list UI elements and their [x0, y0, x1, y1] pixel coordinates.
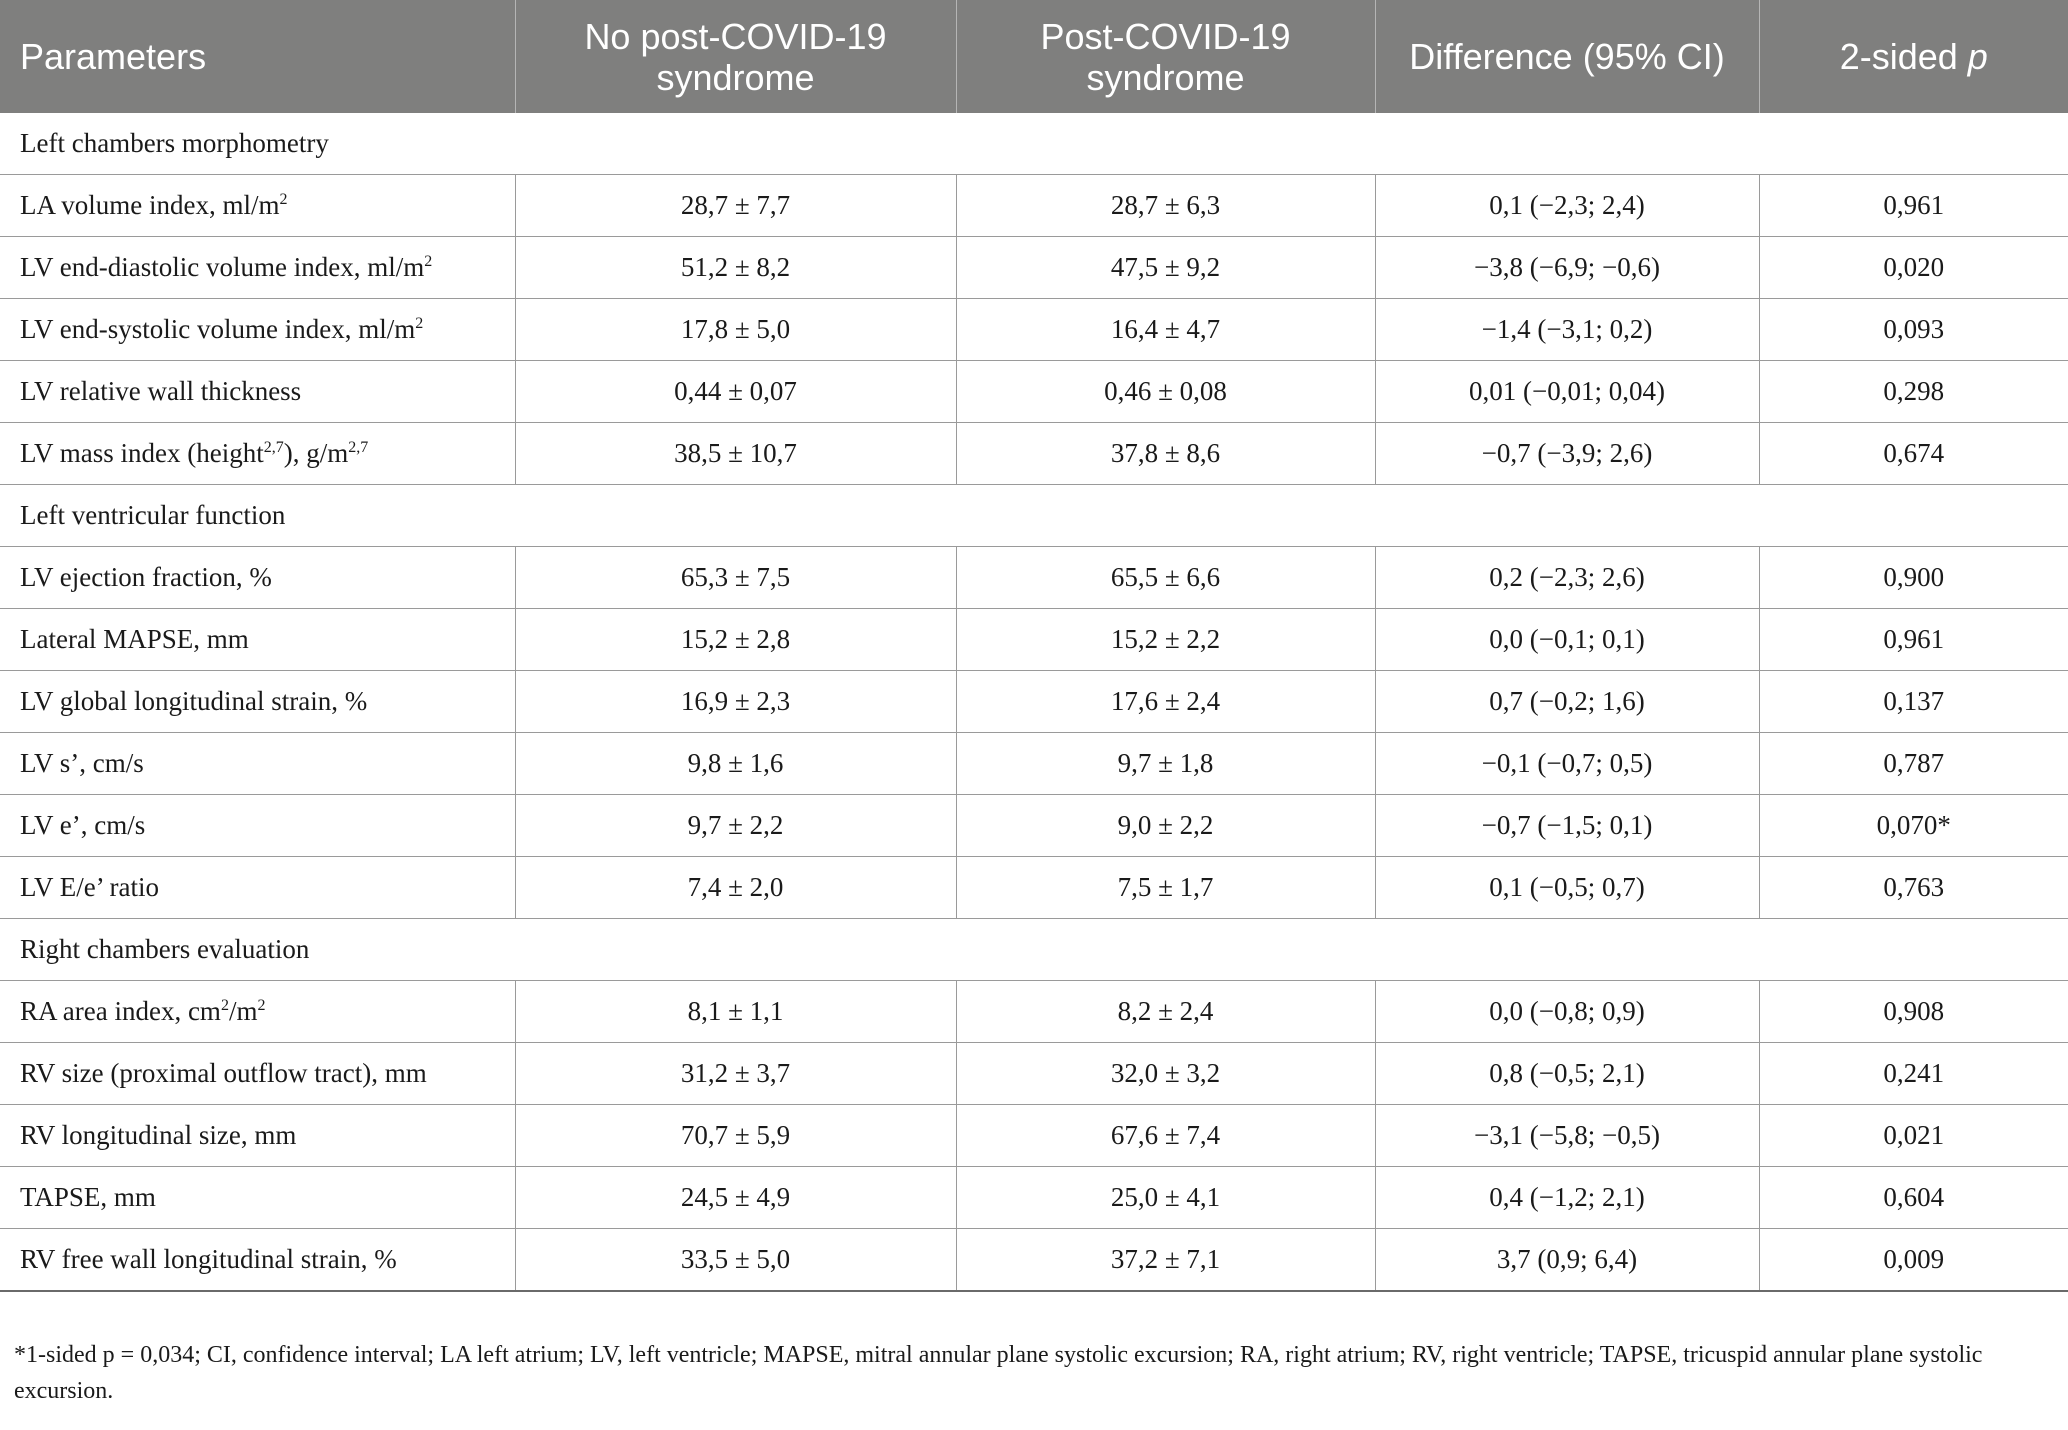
parameter-label: TAPSE, mm: [20, 1182, 156, 1212]
post-covid-value: 9,7 ± 1,8: [956, 733, 1375, 795]
header-row: [0, 0, 2068, 113]
difference-value: 0,1 (−0,5; 0,7): [1375, 857, 1759, 919]
table-row: [0, 1105, 2068, 1167]
post-covid-value: 37,2 ± 7,1: [956, 1229, 1375, 1292]
p-value: 0,093: [1759, 299, 2068, 361]
parameter-cell: [0, 547, 515, 609]
no-post-covid-value: 70,7 ± 5,9: [515, 1105, 956, 1167]
table-row: [0, 299, 2068, 361]
no-post-covid-value: 7,4 ± 2,0: [515, 857, 956, 919]
no-post-covid-value: 8,1 ± 1,1: [515, 981, 956, 1043]
table-row: [0, 857, 2068, 919]
parameter-label: LV s’, cm/s: [20, 748, 144, 778]
parameter-label: LA volume index, ml/m: [20, 190, 280, 220]
header-parameters: Parameters: [0, 0, 515, 113]
post-covid-value: 67,6 ± 7,4: [956, 1105, 1375, 1167]
no-post-covid-value: 38,5 ± 10,7: [515, 423, 956, 485]
no-post-covid-value: 15,2 ± 2,8: [515, 609, 956, 671]
difference-value: 0,01 (−0,01; 0,04): [1375, 361, 1759, 423]
unit-superscript: 2,7: [263, 439, 284, 456]
parameter-label: ), g/m: [283, 438, 349, 468]
table-row: [0, 1043, 2068, 1105]
p-value: 0,298: [1759, 361, 2068, 423]
no-post-covid-value: 0,44 ± 0,07: [515, 361, 956, 423]
no-post-covid-value: 65,3 ± 7,5: [515, 547, 956, 609]
header-p-italic: p: [1967, 36, 1988, 77]
p-value: 0,961: [1759, 175, 2068, 237]
post-covid-value: 28,7 ± 6,3: [956, 175, 1375, 237]
post-covid-value: 15,2 ± 2,2: [956, 609, 1375, 671]
p-value: 0,009: [1759, 1229, 2068, 1292]
table-row: [0, 609, 2068, 671]
no-post-covid-value: 16,9 ± 2,3: [515, 671, 956, 733]
post-covid-value: 17,6 ± 2,4: [956, 671, 1375, 733]
parameter-cell: [0, 795, 515, 857]
no-post-covid-value: 28,7 ± 7,7: [515, 175, 956, 237]
header-difference: Difference (95% CI): [1375, 0, 1759, 113]
no-post-covid-value: 17,8 ± 5,0: [515, 299, 956, 361]
parameter-cell: [0, 981, 515, 1043]
section-row: [0, 919, 2068, 981]
parameter-cell: [0, 671, 515, 733]
parameter-cell: [0, 237, 515, 299]
parameter-label: LV relative wall thickness: [20, 376, 302, 406]
no-post-covid-value: 9,7 ± 2,2: [515, 795, 956, 857]
p-value: 0,900: [1759, 547, 2068, 609]
difference-value: 0,1 (−2,3; 2,4): [1375, 175, 1759, 237]
table-header: [0, 0, 2068, 113]
no-post-covid-value: 33,5 ± 5,0: [515, 1229, 956, 1292]
table-row: [0, 733, 2068, 795]
difference-value: 0,0 (−0,8; 0,9): [1375, 981, 1759, 1043]
parameter-label: LV mass index (height: [20, 438, 264, 468]
header-p-label: 2-sided: [1839, 36, 1958, 77]
parameter-cell: [0, 299, 515, 361]
table-row: [0, 671, 2068, 733]
p-value: 0,763: [1759, 857, 2068, 919]
header-no-post-covid: No post-COVID-19 syndrome: [515, 0, 956, 113]
section-title: Left ventricular function: [0, 485, 2068, 547]
no-post-covid-value: 51,2 ± 8,2: [515, 237, 956, 299]
table-row: [0, 423, 2068, 485]
p-value: 0,908: [1759, 981, 2068, 1043]
post-covid-value: 7,5 ± 1,7: [956, 857, 1375, 919]
post-covid-value: 16,4 ± 4,7: [956, 299, 1375, 361]
section-title: Right chambers evaluation: [0, 919, 2068, 981]
parameter-label: LV end-diastolic volume index, ml/m: [20, 252, 425, 282]
post-covid-value: 65,5 ± 6,6: [956, 547, 1375, 609]
parameter-cell: [0, 733, 515, 795]
p-value: 0,787: [1759, 733, 2068, 795]
table-row: [0, 795, 2068, 857]
section-title: Left chambers morphometry: [0, 113, 2068, 175]
table-body: [0, 113, 2068, 1291]
table-footnote: *1-sided p = 0,034; CI, confidence interval; LA left atrium; LV, left ventricle; MAPSE, mitral annular plane systolic excursion; RA, right atrium; RV, right ventricle; TAPSE, tricuspid annular plane systolic excursion.: [14, 1342, 1983, 1404]
post-covid-value: 8,2 ± 2,4: [956, 981, 1375, 1043]
p-value: 0,961: [1759, 609, 2068, 671]
p-value: 0,241: [1759, 1043, 2068, 1105]
parameter-cell: [0, 423, 515, 485]
difference-value: 0,2 (−2,3; 2,6): [1375, 547, 1759, 609]
parameter-cell: [0, 361, 515, 423]
parameter-label: RV free wall longitudinal strain, %: [20, 1244, 397, 1274]
section-row: [0, 485, 2068, 547]
parameter-label: LV E/e’ ratio: [20, 872, 159, 902]
no-post-covid-value: 24,5 ± 4,9: [515, 1167, 956, 1229]
table-row: [0, 981, 2068, 1043]
no-post-covid-value: 9,8 ± 1,6: [515, 733, 956, 795]
unit-superscript: 2: [220, 997, 229, 1014]
table-row: [0, 1229, 2068, 1292]
parameter-label: LV end-systolic volume index, ml/m: [20, 314, 416, 344]
p-value: 0,674: [1759, 423, 2068, 485]
section-row: [0, 113, 2068, 175]
difference-value: 0,0 (−0,1; 0,1): [1375, 609, 1759, 671]
no-post-covid-value: 31,2 ± 3,7: [515, 1043, 956, 1105]
post-covid-value: 37,8 ± 8,6: [956, 423, 1375, 485]
table-row: [0, 175, 2068, 237]
p-value: 0,070*: [1759, 795, 2068, 857]
post-covid-value: 32,0 ± 3,2: [956, 1043, 1375, 1105]
parameter-cell: [0, 1043, 515, 1105]
post-covid-value: 25,0 ± 4,1: [956, 1167, 1375, 1229]
difference-value: 0,4 (−1,2; 2,1): [1375, 1167, 1759, 1229]
parameter-cell: [0, 175, 515, 237]
unit-superscript: 2,7: [348, 439, 369, 456]
parameter-label: RV longitudinal size, mm: [20, 1120, 297, 1150]
difference-value: −3,1 (−5,8; −0,5): [1375, 1105, 1759, 1167]
parameter-label: RV size (proximal outflow tract), mm: [20, 1058, 427, 1088]
parameter-label: Lateral MAPSE, mm: [20, 624, 249, 654]
unit-superscript: 2: [279, 191, 288, 208]
parameter-cell: [0, 1229, 515, 1292]
difference-value: 3,7 (0,9; 6,4): [1375, 1229, 1759, 1292]
parameter-label: RA area index, cm: [20, 996, 221, 1026]
parameter-label: /m: [228, 996, 258, 1026]
post-covid-value: 9,0 ± 2,2: [956, 795, 1375, 857]
parameter-cell: [0, 1105, 515, 1167]
difference-value: −3,8 (−6,9; −0,6): [1375, 237, 1759, 299]
difference-value: 0,8 (−0,5; 2,1): [1375, 1043, 1759, 1105]
parameter-label: LV e’, cm/s: [20, 810, 146, 840]
difference-value: −1,4 (−3,1; 0,2): [1375, 299, 1759, 361]
table-row: [0, 1167, 2068, 1229]
parameter-cell: [0, 857, 515, 919]
p-value: 0,020: [1759, 237, 2068, 299]
parameter-label: LV ejection fraction, %: [20, 562, 272, 592]
unit-superscript: 2: [415, 315, 424, 332]
unit-superscript: 2: [257, 997, 266, 1014]
table-row: [0, 361, 2068, 423]
table-row: [0, 237, 2068, 299]
parameter-label: LV global longitudinal strain, %: [20, 686, 368, 716]
parameter-cell: [0, 1167, 515, 1229]
header-p-value: [1759, 0, 2068, 113]
p-value: 0,021: [1759, 1105, 2068, 1167]
difference-value: 0,7 (−0,2; 1,6): [1375, 671, 1759, 733]
difference-value: −0,7 (−3,9; 2,6): [1375, 423, 1759, 485]
post-covid-value: 0,46 ± 0,08: [956, 361, 1375, 423]
difference-value: −0,7 (−1,5; 0,1): [1375, 795, 1759, 857]
unit-superscript: 2: [424, 253, 433, 270]
table-row: [0, 547, 2068, 609]
p-value: 0,137: [1759, 671, 2068, 733]
difference-value: −0,1 (−0,7; 0,5): [1375, 733, 1759, 795]
post-covid-value: 47,5 ± 9,2: [956, 237, 1375, 299]
parameter-cell: [0, 609, 515, 671]
p-value: 0,604: [1759, 1167, 2068, 1229]
header-post-covid: Post-COVID-19 syndrome: [956, 0, 1375, 113]
